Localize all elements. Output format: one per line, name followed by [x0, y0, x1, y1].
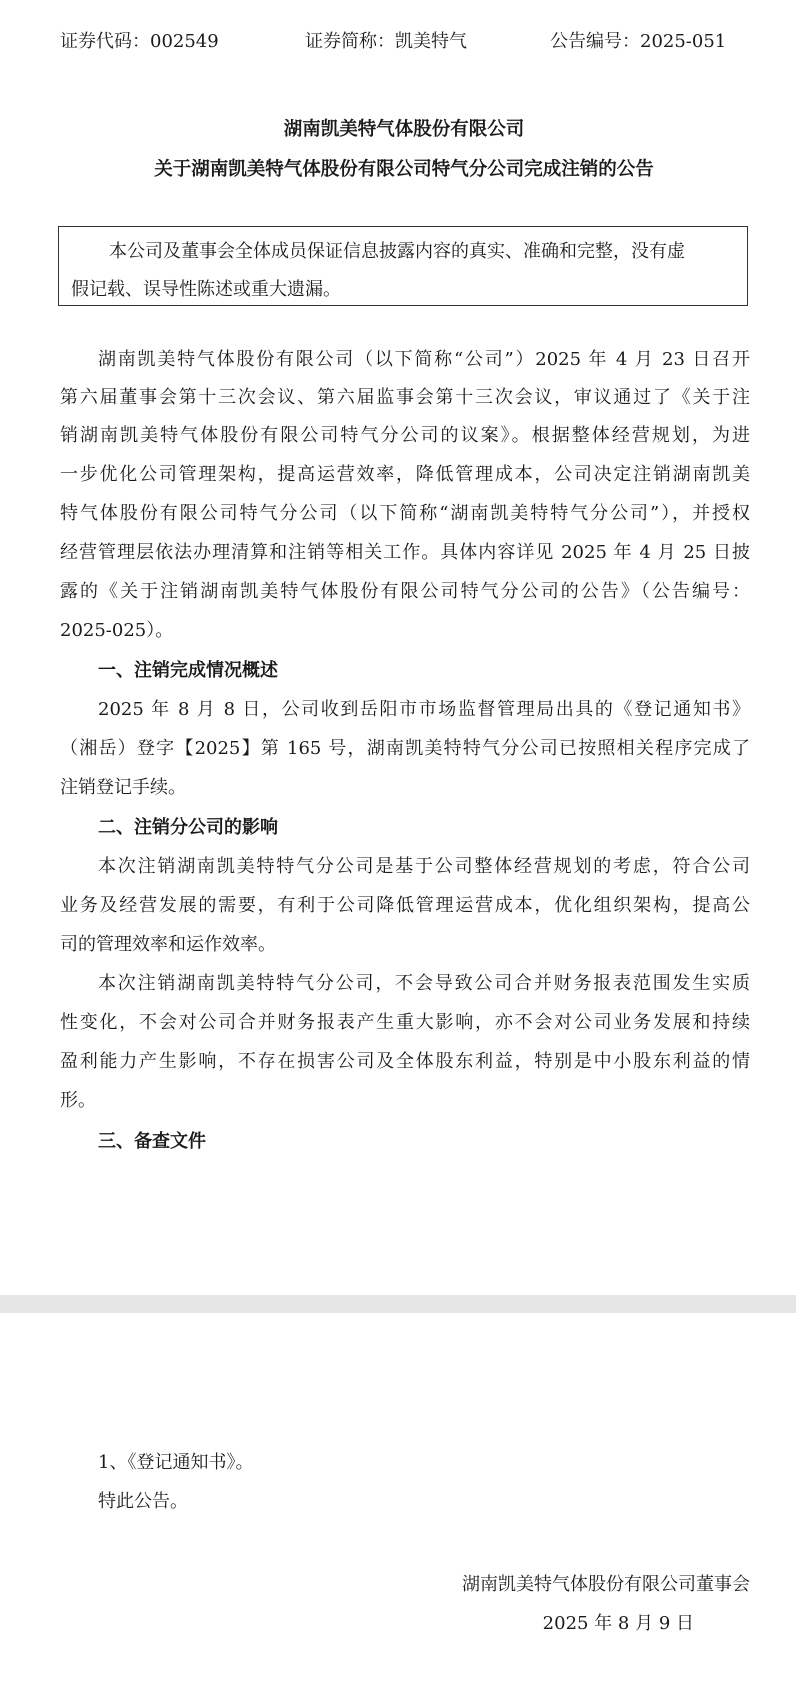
intro-line: 销湖南凯美特气体股份有限公司特气分公司的议案》。根据整体经营规划，为进: [60, 425, 750, 446]
intro-line: 经营管理层依法办理清算和注销等相关工作。具体内容详见 2025 年 4 月 25 日披: [60, 542, 750, 563]
section-2-para-1-line: 司的管理效率和运作效率。: [60, 934, 276, 955]
intro-line: 露的《关于注销湖南凯美特气体股份有限公司特气分公司的公告》（公告编号：: [60, 581, 750, 602]
announcement-number: 公告编号：2025-051: [550, 31, 727, 52]
signature-date: 2025 年 8 月 9 日: [542, 1613, 694, 1634]
page-separator: [0, 1295, 796, 1313]
disclosure-statement-box: [58, 226, 748, 306]
stock-abbreviation: 证券简称：凯美特气: [305, 31, 467, 52]
intro-line: 一步优化公司管理架构，提高运营效率，降低管理成本，公司决定注销湖南凯美: [60, 464, 750, 485]
company-title: 湖南凯美特气体股份有限公司: [283, 119, 525, 140]
intro-line: 2025-025）。: [60, 620, 174, 641]
announcement-title: 关于湖南凯美特气体股份有限公司特气分公司完成注销的公告: [154, 159, 654, 180]
intro-line: 第六届董事会第十三次会议、第六届监事会第十三次会议，审议通过了《关于注: [60, 387, 750, 408]
intro-line: 湖南凯美特气体股份有限公司（以下简称“公司”）2025 年 4 月 23 日召开: [98, 349, 750, 370]
section-2-para-1-line: 本次注销湖南凯美特特气分公司是基于公司整体经营规划的考虑，符合公司: [98, 856, 750, 877]
disclosure-line-2: 假记载、误导性陈述或重大遗漏。: [71, 279, 341, 300]
section-2-para-2-line: 盈利能力产生影响，不存在损害公司及全体股东利益，特别是中小股东利益的情: [60, 1051, 750, 1072]
section-3-heading: 三、备查文件: [98, 1131, 206, 1152]
intro-line: 特气体股份有限公司特气分公司（以下简称“湖南凯美特特气分公司”），并授权: [60, 503, 750, 524]
section-2-heading: 二、注销分公司的影响: [98, 817, 278, 838]
section-1-heading: 一、注销完成情况概述: [98, 660, 278, 681]
section-2-para-2-line: 形。: [60, 1090, 96, 1111]
signature-organization: 湖南凯美特气体股份有限公司董事会: [462, 1574, 750, 1595]
stock-code: 证券代码：002549: [60, 31, 219, 52]
closing-statement: 特此公告。: [98, 1491, 188, 1512]
section-2-para-2-line: 本次注销湖南凯美特特气分公司，不会导致公司合并财务报表范围发生实质: [98, 973, 750, 994]
section-2-para-1-line: 业务及经营发展的需要，有利于公司降低管理运营成本，优化组织架构，提高公: [60, 895, 750, 916]
document-page-2: [0, 1313, 796, 1705]
reference-document-item: 1、《登记通知书》。: [98, 1452, 254, 1473]
section-1-line: 注销登记手续。: [60, 777, 186, 798]
section-1-line: 2025 年 8 月 8 日，公司收到岳阳市市场监督管理局出具的《登记通知书》: [98, 699, 750, 720]
section-2-para-2-line: 性变化，不会对公司合并财务报表产生重大影响，亦不会对公司业务发展和持续: [60, 1012, 750, 1033]
disclosure-line-1: 本公司及董事会全体成员保证信息披露内容的真实、准确和完整，没有虚: [109, 241, 685, 262]
section-1-line: （湘岳）登字【2025】第 165 号，湖南凯美特特气分公司已按照相关程序完成了: [60, 738, 750, 759]
